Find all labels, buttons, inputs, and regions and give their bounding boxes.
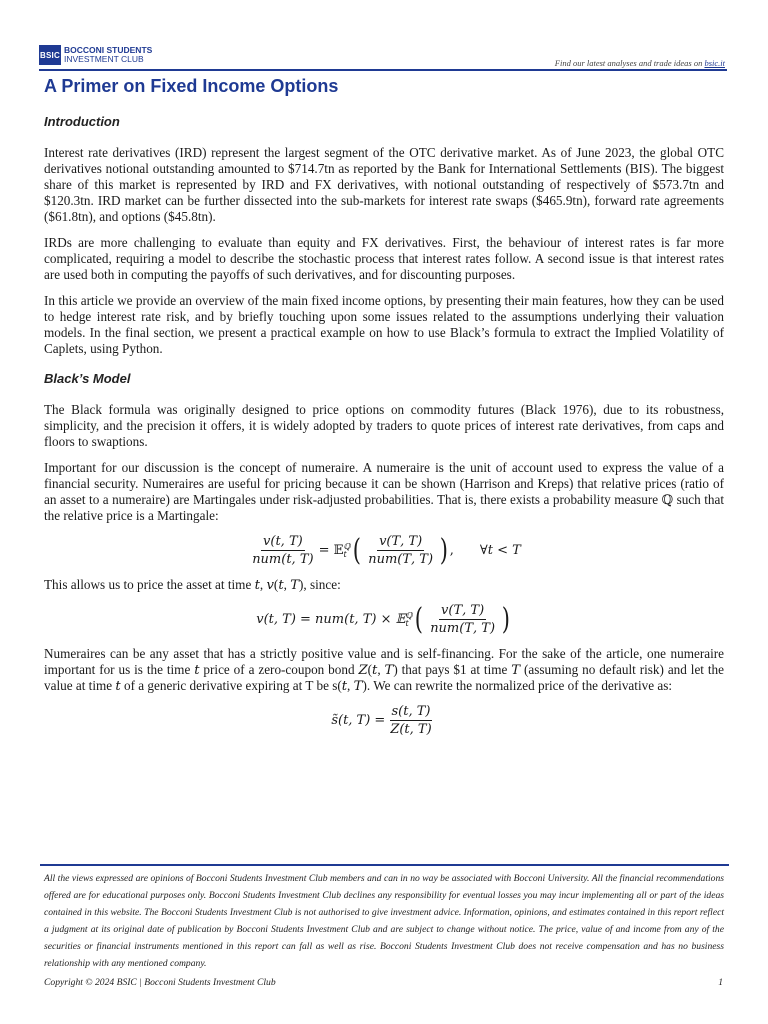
fraction [250, 534, 315, 567]
right-paren: ) [501, 601, 510, 637]
superscript: ℚ [405, 610, 413, 620]
numerator: 𝑣(𝑇, 𝑇) [379, 534, 423, 549]
header-note [555, 58, 725, 68]
logo-mark: BSIC [39, 45, 61, 65]
paragraph: Numeraires can be any asset that has a strictly positive value and is self-financing. For the sake of the article, one numeraire important for us is the time 𝑡 price of a zero-coupon bond 𝑍(𝑡, 𝑇) that pays $1 at time 𝑇 (assuming no default risk) and let the value at time 𝑡 of a generic derivative expiring at T be s(𝑡, 𝑇). We can rewrite the normalized price of the derivative as: [44, 646, 724, 693]
footer-divider [40, 864, 729, 866]
denominator: 𝑍(𝑡, 𝑇) [390, 722, 432, 737]
right-paren: ) [439, 532, 448, 568]
condition: ∀𝑡 < 𝑇 [479, 543, 521, 558]
fraction [428, 603, 497, 636]
expectation-scripts [344, 543, 351, 559]
logo-line-2: INVESTMENT CLUB [64, 54, 144, 64]
denominator: 𝑛𝑢𝑚(𝑇, 𝑇) [368, 552, 434, 567]
numerator: 𝑣(𝑡, 𝑇) [263, 534, 303, 549]
superscript: ℚ [343, 541, 351, 551]
paragraph: Interest rate derivatives (IRD) represent the largest segment of the OTC derivative market. As of June 2023, the global OTC derivatives notional outstanding amounted to $714.7tn as reported by the Bank for International Settlements (BIS). The biggest share of this market is represented by IRD and FX derivatives, with notional outstanding of respectively of $573.7tn and $120.3tn. IRD market can be further dissected into the sub-markets for interest rate swaps ($465.9tn), forward rate agreements ($61.8tn), and options ($45.8tn). [44, 145, 724, 224]
bsic-logo [39, 45, 152, 65]
paragraph: In this article we provide an overview of the main fixed income options, by presenting their main features, how they can be used to hedge interest rate risk, and by briefly touching upon some issues related to the assumptions underlying their valuation models. In the final section, we present a practical example on how to use Black’s formula to extract the Implied Volatility of Caplets, using Python. [44, 293, 724, 356]
copyright: Copyright © 2024 BSIC | Bocconi Students Investment Club [44, 977, 276, 988]
denominator: 𝑛𝑢𝑚(𝑇, 𝑇) [430, 621, 496, 636]
disclaimer: All the views expressed are opinions of Bocconi Students Investment Club members and can in no way be associated with Bocconi University. All the financial recommendations offered are for educational purposes only. Bocconi Students Investment Club declines any responsibility for eventual losses you may incur implementing all or part of the ideas contained in this website. The Bocconi Students Investment Club is not authorised to give investment advice. Information, opinions, and estimates contained in this report reflect a judgment at its original date of publication by Bocconi Students Investment Club and are subject to change without notice. The price, value of and income from any of the securities or financial instruments mentioned in this report can fall as well as rise. Bocconi Students Investment Club does not receive compensation and has no business relationship with any mentioned company. [44, 873, 724, 969]
expectation-scripts [406, 612, 413, 628]
section-heading-blacks-model: Black’s Model [44, 371, 131, 386]
denominator: 𝑛𝑢𝑚(𝑡, 𝑇) [252, 552, 314, 567]
logo-wordmark [64, 46, 152, 64]
paragraph: IRDs are more challenging to evaluate than equity and FX derivatives. First, the behaviour of interest rates is far more complicated, requiring a model to describe the stochastic process that interest rates follow. A second issue is that interest rates are used both in computing the payoffs of such derivatives, and for discounting purposes. [44, 235, 724, 282]
left-paren: ( [353, 532, 362, 568]
equation-normalized-price [44, 704, 724, 737]
bsic-link[interactable]: bsic.it [704, 58, 725, 68]
left-paren: ( [415, 601, 424, 637]
logo-line-1: BOCCONI STUDENTS [64, 45, 153, 55]
equation-lhs: 𝑠̃(𝑡, 𝑇) = [331, 713, 386, 728]
fraction [366, 534, 435, 567]
article-body [44, 114, 724, 747]
paragraph: Important for our discussion is the concept of numeraire. A numeraire is the unit of account used to express the value of a financial security. Numeraires are useful for pricing because it can be shown (Harrison and Kreps) that relative prices (ratio of an asset to a numeraire) are Martingales under risk-adjusted probabilities. That is, there exists a probability measure ℚ such that the relative price is a Martingale: [44, 460, 724, 523]
numerator: 𝑣(𝑇, 𝑇) [441, 603, 485, 618]
subscript: 𝑡 [343, 549, 347, 559]
numerator: 𝑠(𝑡, 𝑇) [391, 704, 431, 719]
subscript: 𝑡 [405, 618, 409, 628]
equation-pricing [44, 603, 724, 636]
equation-martingale: $\frac{\text{𝑣(𝑡, 𝑇)}}{\text{𝑛𝑢𝑚(𝑡, 𝑇)}}$ = 𝔼 ℚ 𝑡 ( $\frac{\text{𝑣(𝑇, 𝑇)}}{\text{𝑛𝑢𝑚(𝑇, 𝑇)}}$ ) , ∀𝑡 < 𝑇 [252, 532, 521, 568]
equation-lhs: 𝑣(𝑡, 𝑇) = 𝑛𝑢𝑚(𝑡, 𝑇) × 𝔼 [256, 612, 406, 627]
section-heading-introduction: Introduction [44, 114, 120, 129]
fraction [388, 704, 433, 737]
header-note-text: Find our latest analyses and trade ideas on [554, 58, 703, 68]
expectation-operator: = 𝔼 [318, 543, 344, 558]
paragraph: This allows us to price the asset at time 𝑡, 𝑣(𝑡, 𝑇), since: [44, 577, 341, 592]
header-divider [39, 69, 727, 71]
paragraph: The Black formula was originally designed to price options on commodity futures (Black 1976), due to its robustness, simplicity, and the precision it offers, it is widely adopted by traders to quote prices of interest rate derivatives, from caps and floors to swaptions. [44, 402, 724, 449]
page-header [39, 45, 729, 71]
page-title: A Primer on Fixed Income Options [44, 76, 339, 96]
page-number: 1 [718, 977, 723, 988]
